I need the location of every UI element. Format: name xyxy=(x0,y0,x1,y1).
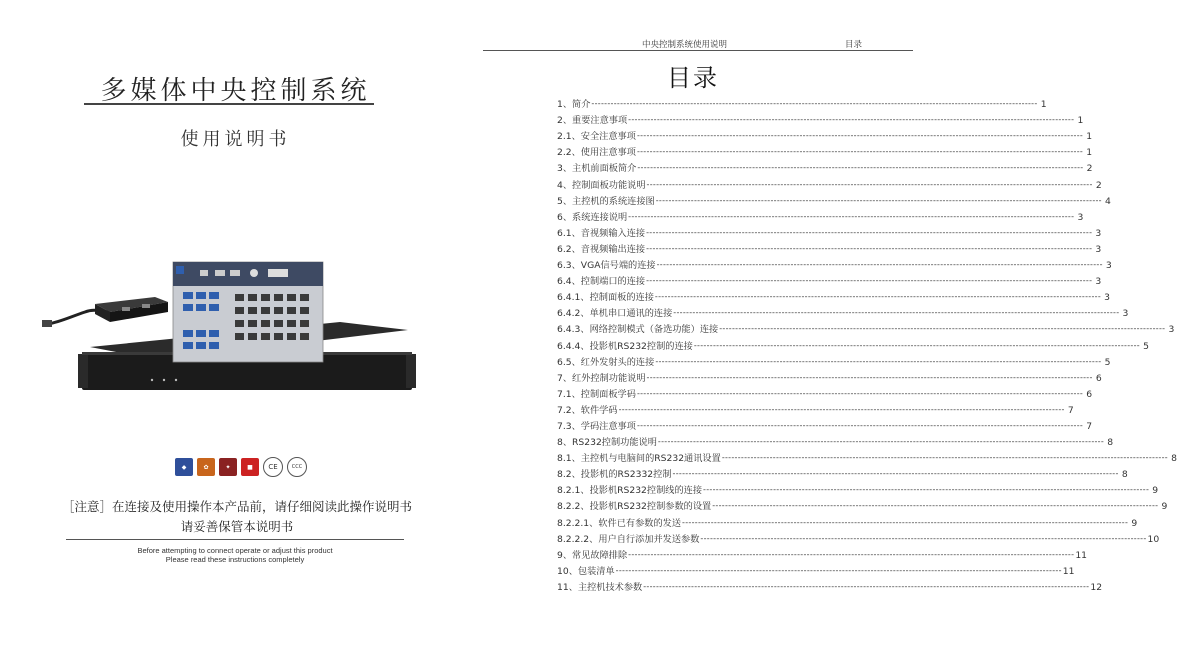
badge-mark-icon: ■ xyxy=(241,458,259,476)
brand-mark-icon: ✦ xyxy=(219,458,237,476)
toc-entry-label: 1、简介 xyxy=(557,99,591,111)
toc-entry-label: 6.3、VGA信号端的连接 xyxy=(557,260,656,272)
toc-leader: -------------------------------------------------------------------------------------------------------------------------------------------- xyxy=(618,404,1065,414)
toc-leader: -------------------------------------------------------------------------------------------------------------------------------------------- xyxy=(646,243,1093,253)
toc-leader: -------------------------------------------------------------------------------------------------------------------------------------------- xyxy=(693,340,1140,350)
notice-divider xyxy=(66,539,404,540)
panel-connector-strip xyxy=(173,262,323,286)
toc-entry-page: 9 xyxy=(1131,517,1138,529)
toc-entry-label: 6.4.1、控制面板的连接 xyxy=(557,292,654,304)
header-rule xyxy=(483,50,913,51)
toc-entry-label: 2、重要注意事项 xyxy=(557,115,628,127)
toc-entry[interactable] xyxy=(557,207,1084,223)
toc-entry-label: 6.1、音视频输入连接 xyxy=(557,227,646,239)
notice-line-1: ［注意］在连接及使用操作本产品前，请仔细阅读此操作说明书 xyxy=(62,499,413,514)
toc-entry-page: 3 xyxy=(1104,292,1111,304)
toc-entry-label: 11、主控机技术参数 xyxy=(557,581,643,593)
toc-leader: -------------------------------------------------------------------------------------------------------------------------------------------- xyxy=(615,565,1062,575)
toc-entry[interactable] xyxy=(557,174,1102,191)
toc-entry-page: 11 xyxy=(1062,565,1075,577)
toc-entry-page: 6 xyxy=(1086,388,1093,400)
toc-entry-label: 8.2.2.2、用户自行添加并发送参数 xyxy=(557,533,700,545)
toc-entry[interactable] xyxy=(557,529,1160,545)
toc-page xyxy=(475,0,1177,672)
toc-entry-label: 2.1、安全注意事项 xyxy=(557,131,636,143)
toc-entry-label: 2.2、使用注意事项 xyxy=(557,147,636,159)
toc-leader: -------------------------------------------------------------------------------------------------------------------------------------------- xyxy=(646,227,1093,237)
toc-leader: -------------------------------------------------------------------------------------------------------------------------------------------- xyxy=(700,533,1147,543)
toc-entry-label: 6.4.3、网络控制模式（备选功能）连接 xyxy=(557,324,719,336)
toc-leader: -------------------------------------------------------------------------------------------------------------------------------------------- xyxy=(682,517,1129,527)
power-plug xyxy=(42,320,52,327)
toc-entry-page: 3 xyxy=(1095,227,1102,239)
toc-entry[interactable] xyxy=(557,448,1177,465)
toc-entry[interactable] xyxy=(557,223,1102,239)
title-underline xyxy=(84,103,374,105)
toc-entry-label: 6.5、红外发射头的连接 xyxy=(557,356,655,368)
toc-entry[interactable] xyxy=(557,400,1074,416)
toc-entry-label: 9、常见故障排除 xyxy=(557,549,628,561)
toc-list xyxy=(557,94,1177,593)
toc-entry-page: 2 xyxy=(1095,179,1102,191)
toc-entry[interactable] xyxy=(557,496,1168,513)
toc-entry[interactable] xyxy=(557,561,1075,577)
toc-leader: -------------------------------------------------------------------------------------------------------------------------------------------- xyxy=(646,179,1093,189)
toc-entry-page: 7 xyxy=(1086,420,1093,432)
toc-entry-page: 8 xyxy=(1121,469,1128,481)
toc-leader: -------------------------------------------------------------------------------------------------------------------------------------------- xyxy=(657,437,1105,447)
toc-entry[interactable] xyxy=(557,416,1093,432)
toc-entry-page: 2 xyxy=(1086,163,1093,175)
control-panel xyxy=(173,262,323,362)
toc-entry[interactable] xyxy=(557,239,1102,255)
toc-leader: -------------------------------------------------------------------------------------------------------------------------------------------- xyxy=(636,388,1084,398)
toc-entry[interactable] xyxy=(557,126,1093,143)
toc-leader: -------------------------------------------------------------------------------------------------------------------------------------------- xyxy=(646,372,1093,382)
toc-entry-page: 10 xyxy=(1147,533,1160,545)
toc-entry-label: 7、红外控制功能说明 xyxy=(557,372,646,384)
toc-entry-label: 6.4.2、单机串口通讯的连接 xyxy=(557,308,673,320)
toc-entry[interactable] xyxy=(557,158,1093,175)
quality-mark-icon: ✿ xyxy=(197,458,215,476)
toc-leader: -------------------------------------------------------------------------------------------------------------------------------------------- xyxy=(656,260,1103,270)
product-photo xyxy=(40,252,425,412)
toc-entry-page: 3 xyxy=(1122,308,1129,320)
toc-entry-label: 7.1、控制面板学码 xyxy=(557,388,636,400)
toc-leader: -------------------------------------------------------------------------------------------------------------------------------------------- xyxy=(655,356,1102,366)
toc-entry[interactable] xyxy=(557,335,1149,352)
toc-leader: -------------------------------------------------------------------------------------------------------------------------------------------- xyxy=(628,115,1075,125)
toc-entry-label: 8.2.2、投影机RS232控制参数的设置 xyxy=(557,501,712,513)
manual-subtitle: 使用说明书 xyxy=(180,129,291,150)
toc-entry[interactable] xyxy=(557,368,1102,384)
manual-title: 多媒体中央控制系统 xyxy=(100,76,371,106)
toc-entry-label: 3、主机前面板简介 xyxy=(557,163,637,175)
toc-entry-page: 9 xyxy=(1152,485,1159,497)
toc-entry-page: 3 xyxy=(1168,324,1175,336)
toc-leader: -------------------------------------------------------------------------------------------------------------------------------------------- xyxy=(636,131,1084,141)
toc-entry-label: 5、主控机的系统连接图 xyxy=(557,195,655,207)
toc-entry-page: 5 xyxy=(1104,356,1111,368)
toc-leader: -------------------------------------------------------------------------------------------------------------------------------------------- xyxy=(655,195,1102,205)
toc-leader: -------------------------------------------------------------------------------------------------------------------------------------------- xyxy=(591,99,1038,109)
toc-entry-page: 3 xyxy=(1105,260,1112,272)
toc-entry[interactable] xyxy=(557,432,1114,449)
toc-entry-page: 4 xyxy=(1105,195,1111,207)
toc-leader: -------------------------------------------------------------------------------------------------------------------------------------------- xyxy=(637,163,1084,173)
toc-entry-page: 5 xyxy=(1143,340,1149,352)
toc-leader: -------------------------------------------------------------------------------------------------------------------------------------------- xyxy=(628,549,1075,559)
toc-entry-label: 8.2、投影机的RS2332控制 xyxy=(557,469,672,481)
toc-entry-page: 1 xyxy=(1040,99,1047,111)
toc-entry-page: 3 xyxy=(1095,276,1102,288)
toc-entry[interactable] xyxy=(557,287,1111,304)
toc-entry-page: 6 xyxy=(1095,372,1102,384)
toc-entry[interactable] xyxy=(557,464,1128,481)
shield-mark-icon: ◆ xyxy=(175,458,193,476)
toc-leader: -------------------------------------------------------------------------------------------------------------------------------------------- xyxy=(712,501,1159,511)
ce-mark-icon: CE xyxy=(263,457,283,477)
toc-entry-page: 12 xyxy=(1090,581,1103,593)
ccc-mark-icon: CCC xyxy=(287,457,307,477)
toc-entry-page: 1 xyxy=(1086,131,1093,143)
toc-entry[interactable] xyxy=(557,271,1102,288)
notice-line-2: 请妥善保管本说明书 xyxy=(180,519,294,534)
toc-entry-label: 8.2.2.1、软件已有参数的发送 xyxy=(557,517,682,529)
toc-entry[interactable] xyxy=(557,319,1175,336)
toc-entry-label: 10、包装清单 xyxy=(557,565,615,577)
certification-marks xyxy=(175,456,307,478)
toc-entry-label: 6.4.4、投影机RS232控制的连接 xyxy=(557,340,693,352)
toc-entry[interactable] xyxy=(557,384,1093,400)
toc-entry[interactable] xyxy=(557,255,1112,272)
toc-entry[interactable] xyxy=(557,512,1138,529)
rack-ear-right xyxy=(406,354,416,388)
toc-entry[interactable] xyxy=(557,191,1111,207)
toc-leader: -------------------------------------------------------------------------------------------------------------------------------------------- xyxy=(673,308,1120,318)
rack-ear-left xyxy=(78,354,88,388)
toc-entry-page: 3 xyxy=(1095,243,1102,255)
cover-page xyxy=(0,0,475,672)
toc-leader: -------------------------------------------------------------------------------------------------------------------------------------------- xyxy=(646,276,1093,286)
toc-entry-label: 4、控制面板功能说明 xyxy=(557,179,646,191)
toc-entry-label: 8.2.1、投影机RS232控制线的连接 xyxy=(557,485,703,497)
running-header-section: 目录 xyxy=(845,40,863,50)
toc-entry-label: 6.2、音视频输出连接 xyxy=(557,243,646,255)
toc-entry-label: 8.1、主控机与电脑间的RS232通讯设置 xyxy=(557,453,721,465)
toc-leader: -------------------------------------------------------------------------------------------------------------------------------------------- xyxy=(719,324,1166,334)
toc-title: 目录 xyxy=(667,64,719,92)
toc-leader: -------------------------------------------------------------------------------------------------------------------------------------------- xyxy=(628,211,1075,221)
toc-entry[interactable] xyxy=(557,94,1047,111)
toc-leader: -------------------------------------------------------------------------------------------------------------------------------------------- xyxy=(721,453,1168,463)
toc-entry[interactable] xyxy=(557,142,1093,159)
toc-entry-page: 3 xyxy=(1077,211,1084,223)
toc-leader: -------------------------------------------------------------------------------------------------------------------------------------------- xyxy=(636,147,1084,157)
toc-entry-label: 7.3、学码注意事项 xyxy=(557,420,636,432)
toc-entry-page: 1 xyxy=(1077,115,1084,127)
toc-entry-page: 7 xyxy=(1067,404,1074,416)
toc-entry[interactable] xyxy=(557,352,1111,368)
toc-entry-label: 8、RS232控制功能说明 xyxy=(557,437,657,449)
toc-entry-page: 9 xyxy=(1161,501,1168,513)
toc-entry-page: 1 xyxy=(1086,147,1093,159)
toc-leader: -------------------------------------------------------------------------------------------------------------------------------------------- xyxy=(672,469,1119,479)
toc-entry-page: 11 xyxy=(1075,549,1088,561)
running-header: 中央控制系统使用说明 xyxy=(642,40,728,50)
toc-leader: -------------------------------------------------------------------------------------------------------------------------------------------- xyxy=(703,485,1150,495)
toc-entry[interactable] xyxy=(557,303,1129,320)
toc-entry[interactable] xyxy=(557,480,1159,497)
toc-leader: -------------------------------------------------------------------------------------------------------------------------------------------- xyxy=(643,581,1090,591)
toc-entry[interactable] xyxy=(557,110,1084,127)
toc-leader: -------------------------------------------------------------------------------------------------------------------------------------------- xyxy=(654,292,1102,302)
toc-entry-label: 7.2、软件学码 xyxy=(557,404,618,416)
english-notice-1: Before attempting to connect operate or adjust this product xyxy=(137,546,333,555)
toc-entry[interactable] xyxy=(557,577,1103,593)
english-notice-2: Please read these instructions completely xyxy=(165,555,305,564)
toc-entry-page: 8 xyxy=(1107,437,1114,449)
toc-entry[interactable] xyxy=(557,545,1088,561)
toc-entry-label: 6.4、控制端口的连接 xyxy=(557,276,646,288)
toc-entry-page: 8 xyxy=(1171,453,1177,465)
toc-leader: -------------------------------------------------------------------------------------------------------------------------------------------- xyxy=(636,420,1084,430)
toc-entry-label: 6、系统连接说明 xyxy=(557,211,628,223)
